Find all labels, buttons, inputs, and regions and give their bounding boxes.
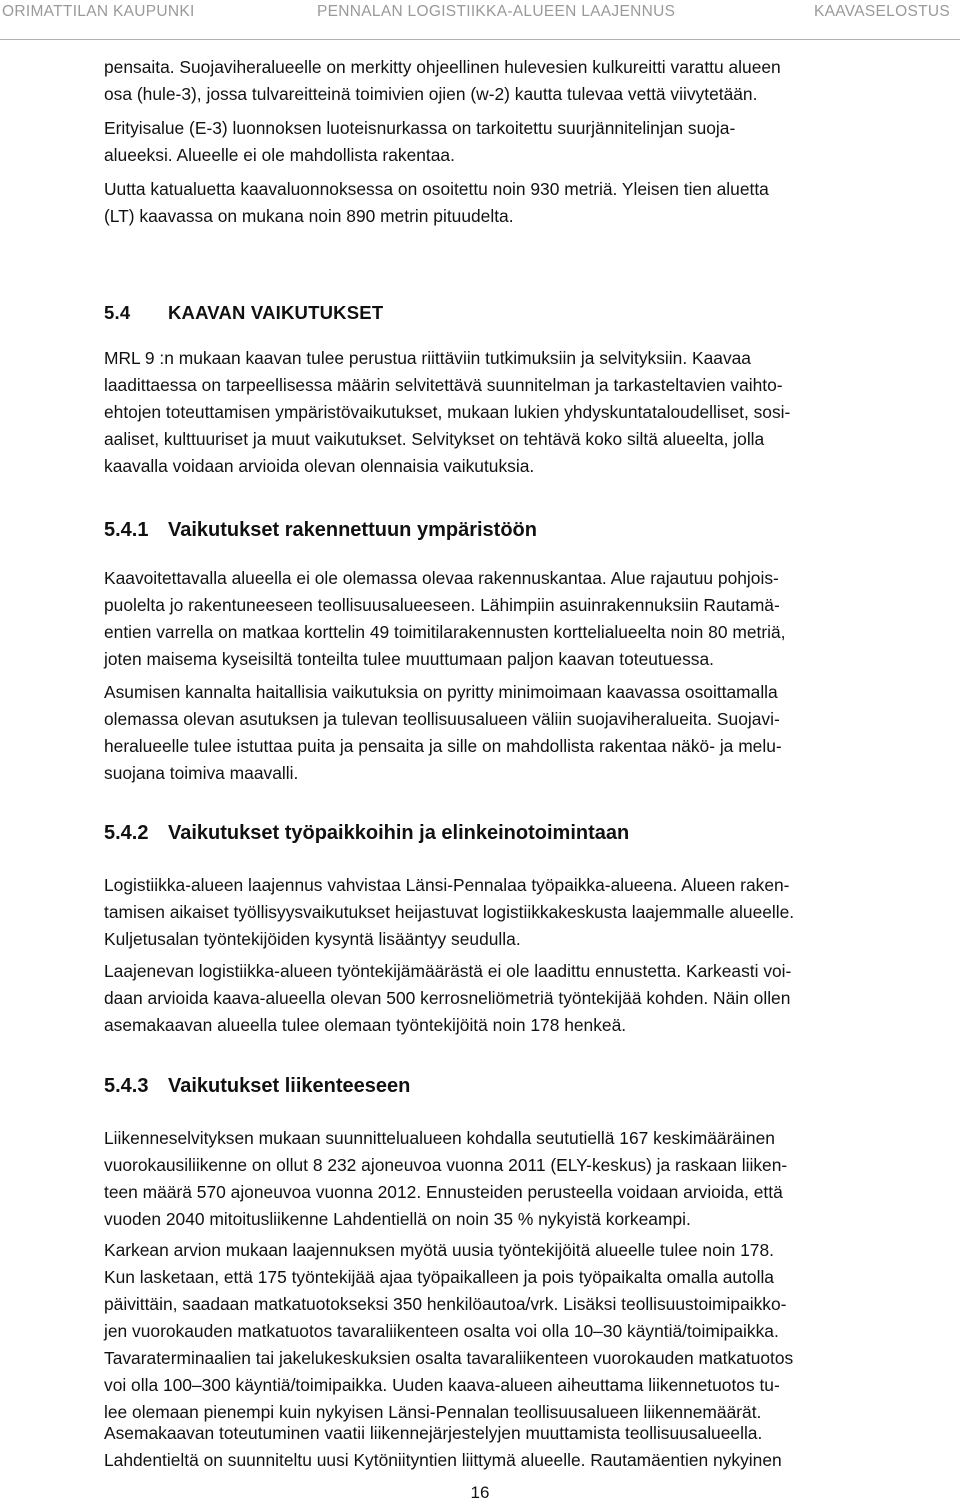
paragraph: Uutta katualuetta kaavaluonnoksessa on osoitettu noin 930 metriä. Yleisen tien aluetta (LT) kaavassa on mukana noin 890 metrin pituudelta.	[104, 179, 769, 226]
paragraph: Asemakaavan toteutuminen vaatii liikennejärjestelyjen muuttamista teollisuusalueella. Lahdentieltä on suunniteltu uusi Kytöniityntien liittymä alueelle. Rautamäentien nykyinen	[104, 1423, 782, 1470]
subsection-number: 5.4.3	[104, 1075, 149, 1097]
subsection-heading	[104, 1075, 410, 1098]
page-header	[0, 0, 960, 40]
paragraph: Kaavoitettavalla alueella ei ole olemassa olevaa rakennuskantaa. Alue rajautuu pohjois- puolelta jo rakentuneeseen teollisuusalueeseen. Lähimpiin asuinrakennuksiin Rautamä- entien varrella on matkaa korttelin 49 toimitilarakennusten korttelialueelta noin 80 metriä, joten maisema kyseisiltä tonteilta tulee muuttumaan paljon kaavan toteutuessa.	[104, 568, 786, 669]
paragraph: Liikenneselvityksen mukaan suunnittelualueen kohdalla seututiellä 167 keskimääräinen vuorokausiliikenne on ollut 8 232 ajoneuvoa vuonna 2011 (ELY-keskus) ja raskaan liiken- teen määrä 570 ajoneuvoa vuonna 2012. Ennusteiden perusteella voidaan arvioida, että vuoden 2040 mitoitusliikenne Lahdentiellä on noin 35 % nykyistä korkeampi.	[104, 1128, 788, 1229]
subsection-title: Vaikutukset rakennettuun ympäristöön	[168, 519, 537, 541]
subsection-number: 5.4.2	[104, 822, 149, 844]
paragraph: Logistiikka-alueen laajennus vahvistaa Länsi-Pennalaa työpaikka-alueena. Alueen raken- tamisen aikaiset työllisyysvaikutukset heijastuvat logistiikkakeskusta laajemmalle alueelle. Kuljetusalan työntekijöiden kysyntä lisääntyy seudulla.	[104, 875, 795, 949]
subsection-number: 5.4.1	[104, 519, 149, 541]
subsection-title: Vaikutukset työpaikkoihin ja elinkeinotoimintaan	[168, 822, 630, 844]
paragraph: Laajenevan logistiikka-alueen työntekijämäärästä ei ole laadittu ennustetta. Karkeasti voi- daan arvioida kaava-alueella olevan 500 kerrosneliömetriä työntekijää kohden. Näin ollen asemakaavan alueella tulee olemaan työntekijöitä noin 178 henkeä.	[104, 961, 792, 1035]
paragraph: MRL 9 :n mukaan kaavan tulee perustua riittäviin tutkimuksiin ja selvityksiin. Kaavaa laadittaessa on tarpeellisessa määrin selvitettävä suunnitelman ja tarkasteltavien vaihto- ehtojen toteuttamisen ympäristövaikutukset, mukaan lukien yhdyskuntataloudelliset, sosi- aaliset, kulttuuriset ja muut vaikutukset. Selvitykset on tehtävä koko siltä alueelta, jolla kaavalla voidaan arvioida olevan olennaisia vaikutuksia.	[104, 348, 791, 476]
paragraph: Asumisen kannalta haitallisia vaikutuksia on pyritty minimoimaan kaavassa osoittamalla olemassa olevan asutuksen ja tulevan teollisuusalueen väliin suojaviheralueita. Suojavi- heralueelle tulee istuttaa puita ja pensaita ja sille on mahdollista rakentaa näkö- ja melu- suojana toimiva maavalli.	[104, 682, 782, 783]
section-title: KAAVAN VAIKUTUKSET	[168, 302, 384, 323]
header-divider	[0, 39, 960, 40]
subsection-heading	[104, 519, 537, 542]
paragraph: pensaita. Suojaviheralueelle on merkitty ohjeellinen hulevesien kulkureitti varattu alueen osa (hule-3), jossa tulvareitteinä toimivien ojien (w-2) kautta tulevaa vettä viivytetään.	[104, 57, 781, 104]
section-number: 5.4	[104, 302, 131, 323]
header-project: PENNALAN LOGISTIIKKA-ALUEEN LAAJENNUS	[317, 3, 676, 20]
header-doc-type: KAAVASELOSTUS	[814, 3, 950, 20]
header-organization: ORIMATTILAN KAUPUNKI	[2, 3, 195, 20]
paragraph: Karkean arvion mukaan laajennuksen myötä uusia työntekijöitä alueelle tulee noin 178. Kun lasketaan, että 175 työntekijää ajaa työpaikalleen ja pois työpaikalta omalla autolla päivittäin, saadaan matkatuotokseksi 350 henkilöautoa/vrk. Lisäksi teollisuustoimipaikko- jen vuorokauden matkatuotos tavaraliikenteen osalta voi olla 10–30 käyntiä/toimipaikka. Tavaraterminaalien tai jakelukeskuksien osalta tavaraliikenteen vuorokauden matkatuotos voi olla 100–300 käyntiä/toimipaikka. Uuden kaava-alueen aiheuttama liikennetuotos tu- lee olemaan pienempi kuin nykyisen Länsi-Pennalan teollisuusalueen liikennemäärät.	[104, 1240, 794, 1422]
page-number: 16	[470, 1483, 490, 1502]
paragraph: Erityisalue (E-3) luonnoksen luoteisnurkassa on tarkoitettu suurjännitelinjan suoja- alueeksi. Alueelle ei ole mahdollista rakentaa.	[104, 118, 736, 165]
subsection-heading	[104, 822, 629, 845]
section-heading	[104, 302, 383, 324]
subsection-title: Vaikutukset liikenteeseen	[168, 1075, 411, 1097]
